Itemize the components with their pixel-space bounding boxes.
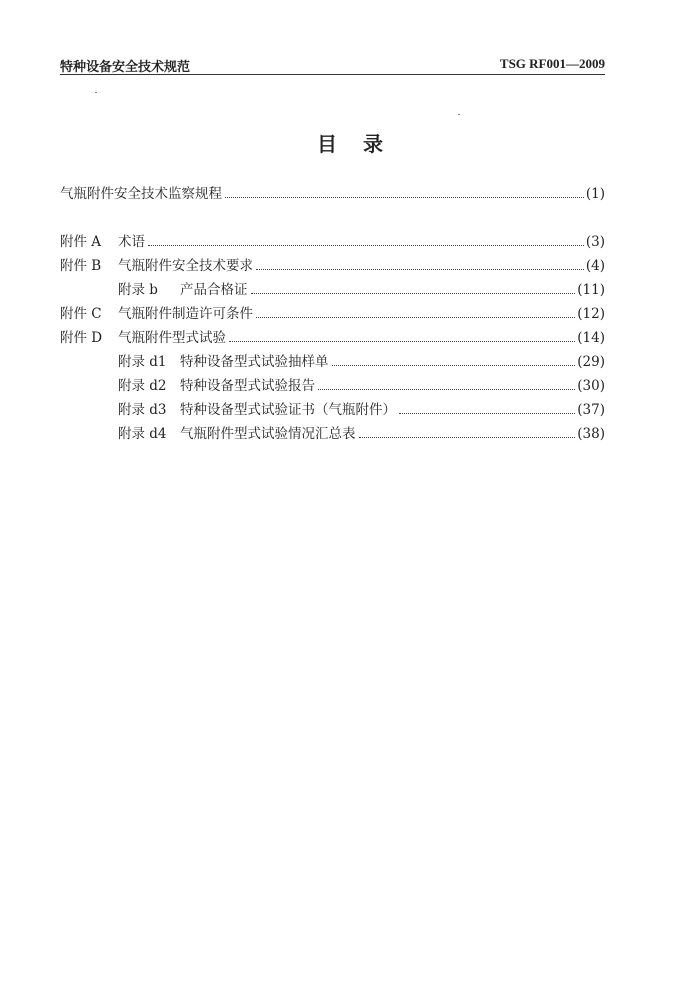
toc-entry-page: (37)	[577, 402, 605, 418]
leader-dots	[148, 244, 584, 246]
toc-entry-page: (11)	[577, 282, 605, 298]
toc-entry-appendix-a[interactable]	[60, 230, 605, 250]
toc-entry-prefix: 附件 C	[60, 306, 102, 322]
toc-entry-page: (4)	[585, 258, 605, 274]
toc-entry-prefix: 附录 d1	[118, 354, 167, 370]
leader-dots	[229, 340, 575, 342]
toc-entry-appendix-d[interactable]	[60, 326, 605, 346]
toc-entry-label: 产品合格证	[180, 282, 248, 298]
toc-entry-page: (14)	[577, 330, 605, 346]
header-rule	[60, 74, 605, 75]
toc-entry-label: 特种设备型式试验报告	[180, 378, 315, 394]
leader-dots	[359, 436, 576, 438]
leader-dots	[332, 364, 576, 366]
leader-dots	[251, 292, 576, 294]
scan-speck	[458, 114, 460, 115]
toc-entry-appendix-c[interactable]	[60, 302, 605, 322]
leader-dots	[256, 316, 575, 318]
toc-entry-page: (30)	[577, 378, 605, 394]
toc-entry-annex-d1[interactable]	[118, 350, 605, 370]
toc-entry-annex-d3[interactable]	[118, 398, 605, 418]
toc-entry-page: (29)	[577, 354, 605, 370]
leader-dots	[256, 268, 584, 270]
toc-entry-annex-b[interactable]	[118, 278, 605, 298]
toc-entry-prefix: 附件 A	[60, 234, 102, 250]
leader-dots	[318, 388, 575, 390]
running-header	[60, 52, 605, 74]
toc-entry-annex-d4[interactable]	[118, 422, 605, 442]
toc-entry-prefix: 附录 d2	[118, 378, 167, 394]
page-title: 目录	[317, 132, 409, 156]
toc-entry-page: (1)	[585, 186, 605, 202]
leader-dots	[399, 412, 575, 414]
header-standard-category: 特种设备安全技术规范	[60, 60, 191, 75]
toc-entry-prefix: 附录 d4	[118, 426, 167, 442]
scan-speck	[95, 92, 97, 93]
toc-entry-label: 特种设备型式试验证书（气瓶附件）	[180, 402, 396, 418]
toc-entry-prefix: 附录 d3	[118, 402, 167, 418]
toc-entry-label: 气瓶附件制造许可条件	[118, 306, 253, 322]
toc-entry-label: 气瓶附件型式试验情况汇总表	[180, 426, 356, 442]
toc-entry-label: 特种设备型式试验抽样单	[180, 354, 329, 370]
toc-entry-label: 气瓶附件型式试验	[118, 330, 226, 346]
toc-entry-label: 气瓶附件安全技术要求	[118, 258, 253, 274]
toc-entry-appendix-b[interactable]	[60, 254, 605, 274]
toc-entry-annex-d2[interactable]	[118, 374, 605, 394]
header-standard-code: TSG RF001—2009	[499, 56, 605, 71]
leader-dots	[225, 196, 584, 198]
toc-entry-prefix: 附件 B	[60, 258, 102, 274]
toc-entry-page: (38)	[577, 426, 605, 442]
toc-entry-main-regulation[interactable]	[60, 182, 605, 202]
toc-entry-label: 术语	[118, 234, 145, 250]
toc-entry-label: 气瓶附件安全技术监察规程	[60, 186, 222, 202]
toc-entry-page: (3)	[585, 234, 605, 250]
toc-entry-page: (12)	[577, 306, 605, 322]
toc-entry-prefix: 附件 D	[60, 330, 103, 346]
toc-entry-prefix: 附录 b	[118, 282, 158, 298]
